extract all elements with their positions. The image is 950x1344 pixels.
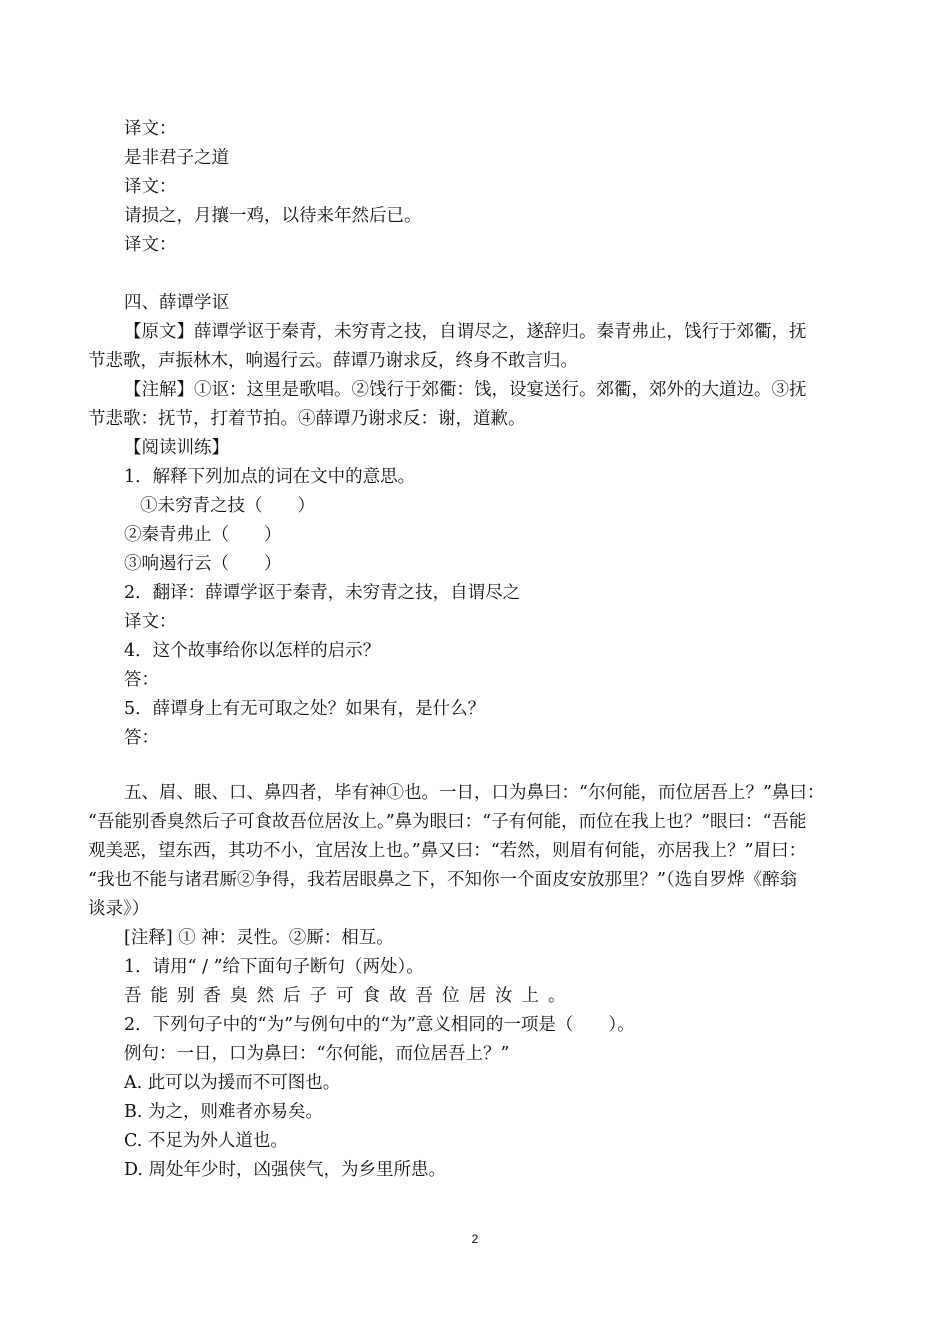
- passage-line: 观美恶，望东西，其功不小，宜居汝上也。”鼻又曰：“若然，则眉有何能，亦居我上？”眉曰：: [88, 841, 807, 861]
- question: 2．翻译：薛谭学讴于秦青，未穷青之技，自谓尽之: [124, 583, 521, 603]
- punctuation-exercise-text: 吾能别香臭然后子可食故吾位居汝上。: [124, 986, 575, 1006]
- sub-question: ①未穷青之技（ ）: [140, 496, 315, 516]
- option-b: B. 为之，则难者亦易矣。: [124, 1102, 323, 1122]
- annotation-line: 【注解】①讴：这里是歌唱。②饯行于郊衢：饯，设宴送行。郊衢，郊外的大道边。③抚: [124, 380, 807, 400]
- question: 1．请用“ / ”给下面句子断句（两处）。: [124, 957, 424, 977]
- answer-label: 答：: [124, 728, 159, 748]
- page-number: 2: [471, 1232, 479, 1246]
- question: 4．这个故事给你以怎样的启示？: [124, 641, 381, 661]
- sub-question: ②秦青弗止（ ）: [124, 525, 282, 545]
- annotation-line: 节悲歌：抚节，打着节拍。④薛谭乃谢求反：谢，道歉。: [88, 409, 526, 429]
- translation-label: 译文：: [124, 119, 177, 139]
- translation-label: 译文：: [124, 177, 177, 197]
- passage-line: “吾能别香臭然后子可食故吾位居汝上。”鼻为眼曰：“子有何能，而位在我上也？”眼曰：“吾能: [88, 812, 807, 832]
- question: 1．解释下列加点的词在文中的意思。: [124, 467, 416, 487]
- passage-line: 五、眉、眼、口、鼻四者，毕有神①也。一日，口为鼻曰：“尔何能，而位居吾上？”鼻曰：: [124, 783, 825, 803]
- option-d: D. 周处年少时，凶强侠气，为乡里所患。: [124, 1160, 447, 1180]
- classical-sentence: 是非君子之道: [124, 148, 229, 168]
- answer-label: 答：: [124, 670, 159, 690]
- section-title: 四、薛谭学讴: [124, 293, 229, 313]
- option-c: C. 不足为外人道也。: [124, 1131, 288, 1151]
- passage-line: 谈录》）: [88, 899, 150, 919]
- option-a: A. 此可以为援而不可图也。: [124, 1073, 341, 1093]
- answer-label: 译文：: [124, 612, 177, 632]
- exercise-heading: 【阅读训练】: [124, 438, 229, 458]
- question: 5．薛谭身上有无可取之处？如果有，是什么？: [124, 699, 486, 719]
- original-text-line: 【原文】薛谭学讴于秦青，未穷青之技，自谓尽之，遂辞归。秦青弗止，饯行于郊衢，抚: [124, 322, 807, 342]
- classical-sentence: 请损之，月攘一鸡，以待来年然后已。: [124, 206, 422, 226]
- passage-line: “我也不能与诸君厮②争得，我若居眼鼻之下，不知你一个面皮安放那里？”（选自罗烨《醉翁: [88, 870, 798, 890]
- annotation-line: [注释] ① 神：灵性。②厮：相互。: [124, 928, 394, 948]
- translation-label: 译文：: [124, 235, 177, 255]
- example-sentence: 例句：一日，口为鼻曰：“尔何能，而位居吾上？”: [124, 1044, 510, 1064]
- original-text-line: 节悲歌，声振林木，响遏行云。薛谭乃谢求反，终身不敢言归。: [88, 351, 578, 371]
- question: 2．下列句子中的“为”与例句中的“为”意义相同的一项是（ ）。: [124, 1015, 635, 1035]
- sub-question: ③响遏行云（ ）: [124, 554, 282, 574]
